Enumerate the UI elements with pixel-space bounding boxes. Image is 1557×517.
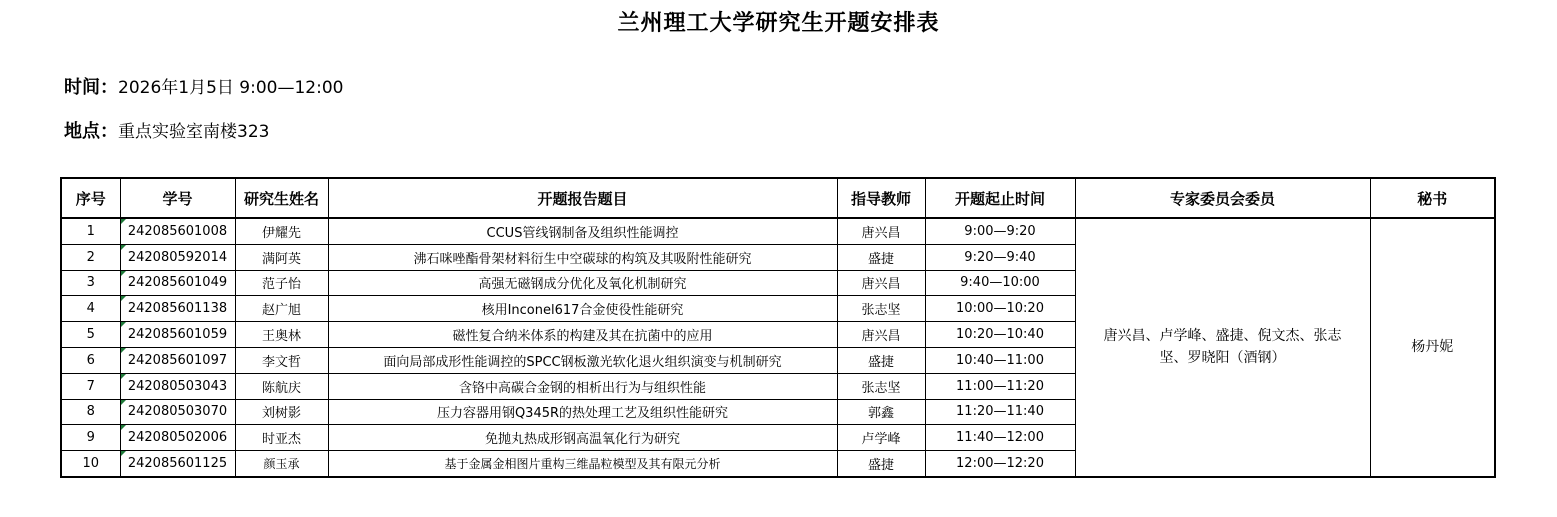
header-secretary: 秘书 [1370, 178, 1495, 218]
cell-no: 5 [61, 322, 120, 348]
cell-advisor: 唐兴昌 [837, 270, 925, 296]
cell-slot: 10:20—10:40 [925, 322, 1075, 348]
cell-name: 颜玉承 [235, 451, 328, 477]
cell-name: 刘树影 [235, 399, 328, 425]
table-row [61, 218, 1495, 244]
header-advisor: 指导教师 [837, 178, 925, 218]
cell-student-id: 242080503043 [120, 373, 235, 399]
cell-slot: 12:00—12:20 [925, 451, 1075, 477]
cell-slot: 9:00—9:20 [925, 218, 1075, 244]
cell-name: 王奥林 [235, 322, 328, 348]
header-name: 研究生姓名 [235, 178, 328, 218]
cell-no: 4 [61, 296, 120, 322]
place-value: 重点实验室南楼323 [118, 122, 270, 142]
cell-student-id: 242085601008 [120, 218, 235, 244]
cell-name: 范子怡 [235, 270, 328, 296]
cell-topic: 磁性复合纳米体系的构建及其在抗菌中的应用 [328, 322, 837, 348]
cell-slot: 11:20—11:40 [925, 399, 1075, 425]
place-line [64, 117, 269, 143]
cell-student-id: 242080503070 [120, 399, 235, 425]
cell-advisor: 唐兴昌 [837, 218, 925, 244]
cell-student-id: 242085601049 [120, 270, 235, 296]
cell-advisor: 盛捷 [837, 244, 925, 270]
cell-topic: 压力容器用钢Q345R的热处理工艺及组织性能研究 [328, 399, 837, 425]
cell-topic: CCUS管线钢制备及组织性能调控 [328, 218, 837, 244]
header-topic: 开题报告题目 [328, 178, 837, 218]
cell-slot: 9:20—9:40 [925, 244, 1075, 270]
cell-name: 满阿英 [235, 244, 328, 270]
cell-topic: 基于金属金相图片重构三维晶粒模型及其有限元分析 [328, 451, 837, 477]
cell-topic: 高强无磁钢成分优化及氧化机制研究 [328, 270, 837, 296]
cell-advisor: 盛捷 [837, 347, 925, 373]
cell-advisor: 张志坚 [837, 296, 925, 322]
cell-no: 2 [61, 244, 120, 270]
place-label: 地点： [64, 121, 118, 142]
time-label: 时间： [64, 77, 118, 98]
schedule-table [60, 177, 1496, 478]
cell-no: 1 [61, 218, 120, 244]
cell-no: 6 [61, 347, 120, 373]
cell-no: 8 [61, 399, 120, 425]
cell-topic: 含铬中高碳合金钢的相析出行为与组织性能 [328, 373, 837, 399]
cell-topic: 面向局部成形性能调控的SPCC钢板激光软化退火组织演变与机制研究 [328, 347, 837, 373]
committee-cell: 唐兴昌、卢学峰、盛捷、倪文杰、张志坚、罗晓阳（酒钢） [1075, 218, 1370, 477]
cell-slot: 11:00—11:20 [925, 373, 1075, 399]
time-line [64, 73, 343, 99]
cell-slot: 10:40—11:00 [925, 347, 1075, 373]
cell-name: 李文哲 [235, 347, 328, 373]
cell-name: 陈航庆 [235, 373, 328, 399]
cell-no: 9 [61, 425, 120, 451]
cell-student-id: 242085601125 [120, 451, 235, 477]
cell-name: 伊耀先 [235, 218, 328, 244]
secretary-cell: 杨丹妮 [1370, 218, 1495, 477]
cell-name: 时亚杰 [235, 425, 328, 451]
cell-student-id: 242080502006 [120, 425, 235, 451]
cell-student-id: 242085601097 [120, 347, 235, 373]
cell-advisor: 盛捷 [837, 451, 925, 477]
cell-advisor: 郭鑫 [837, 399, 925, 425]
cell-advisor: 张志坚 [837, 373, 925, 399]
cell-student-id: 242085601138 [120, 296, 235, 322]
cell-student-id: 242085601059 [120, 322, 235, 348]
cell-topic: 沸石咪唑酯骨架材料衍生中空碳球的构筑及其吸附性能研究 [328, 244, 837, 270]
cell-advisor: 卢学峰 [837, 425, 925, 451]
cell-slot: 9:40—10:00 [925, 270, 1075, 296]
header-no: 序号 [61, 178, 120, 218]
cell-advisor: 唐兴昌 [837, 322, 925, 348]
cell-slot: 11:40—12:00 [925, 425, 1075, 451]
time-value: 2026年1月5日 9:00—12:00 [118, 78, 344, 98]
cell-student-id: 242080592014 [120, 244, 235, 270]
cell-slot: 10:00—10:20 [925, 296, 1075, 322]
header-row [61, 178, 1495, 218]
cell-no: 3 [61, 270, 120, 296]
header-slot: 开题起止时间 [925, 178, 1075, 218]
header-student-id: 学号 [120, 178, 235, 218]
cell-topic: 核用Inconel617合金使役性能研究 [328, 296, 837, 322]
cell-topic: 免抛丸热成形钢高温氧化行为研究 [328, 425, 837, 451]
header-committee: 专家委员会委员 [1075, 178, 1370, 218]
cell-name: 赵广旭 [235, 296, 328, 322]
page-title: 兰州理工大学研究生开题安排表 [617, 10, 940, 36]
cell-no: 7 [61, 373, 120, 399]
cell-no: 10 [61, 451, 120, 477]
